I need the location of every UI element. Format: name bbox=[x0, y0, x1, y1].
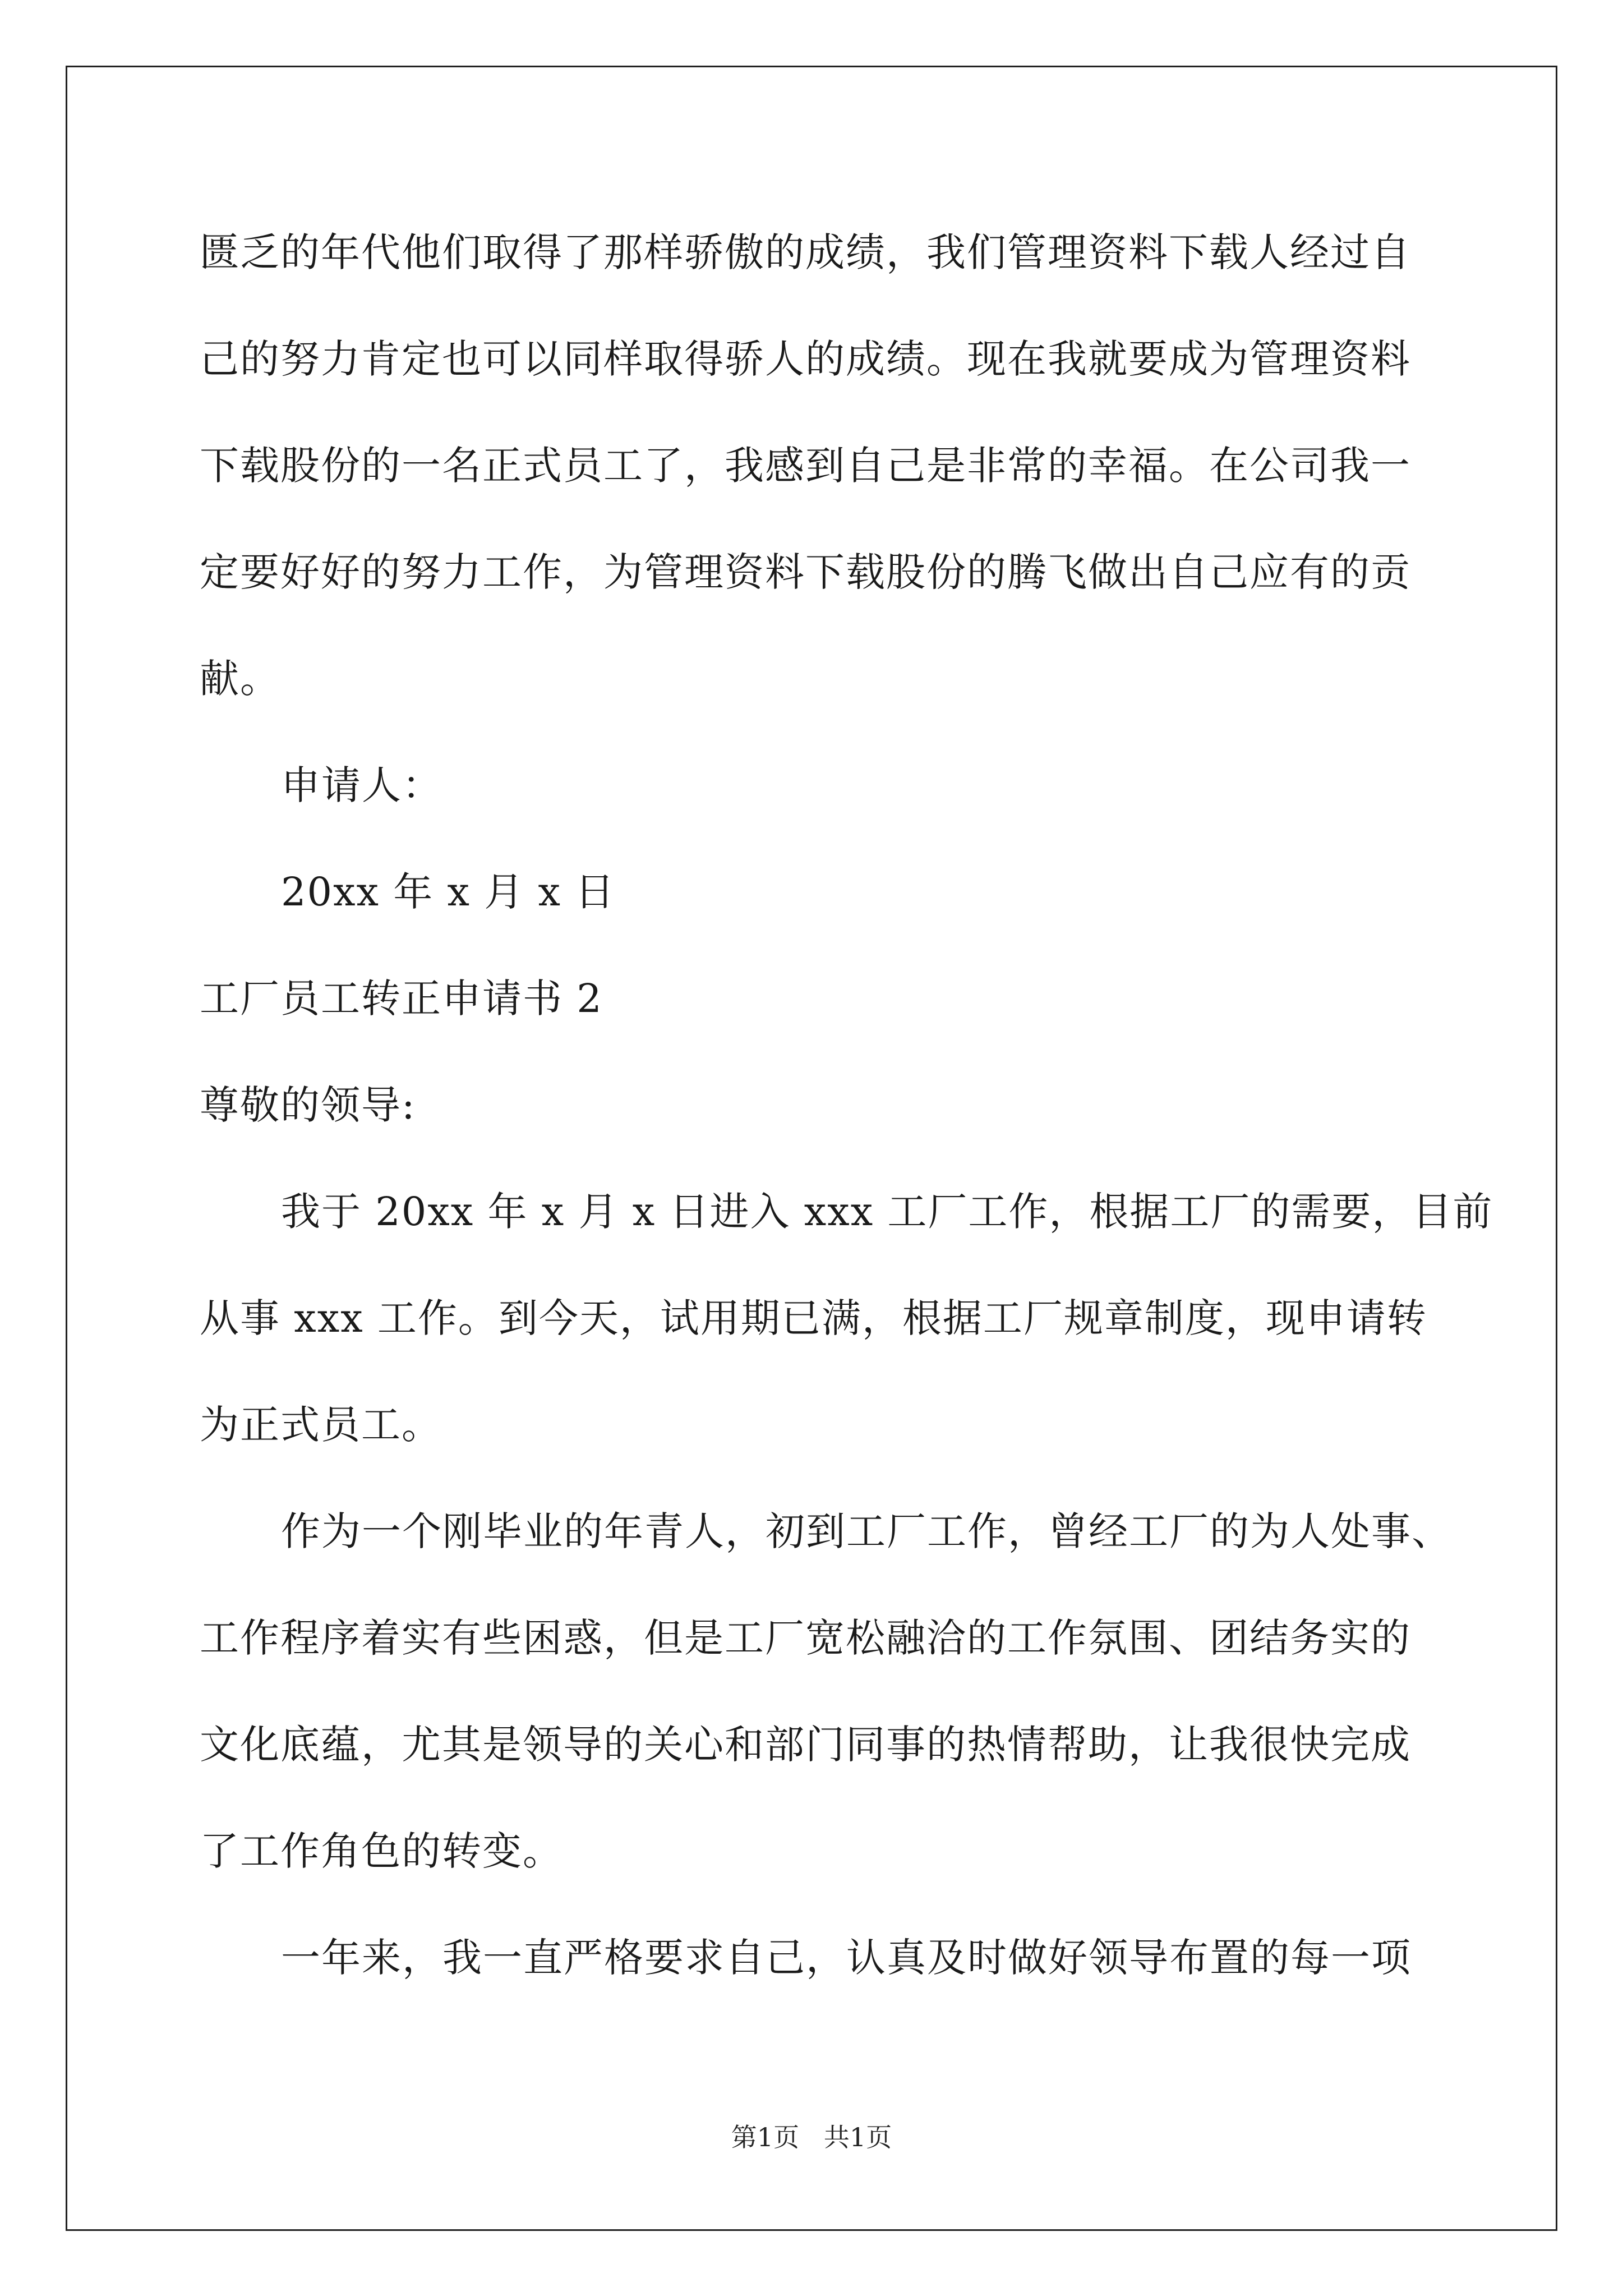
text-line: 了工作角色的转变。 bbox=[200, 1828, 563, 1874]
text-line: 20xx 年 x 月 x 日 bbox=[281, 869, 616, 915]
text-line: 申请人： bbox=[281, 762, 442, 808]
page-footer: 第1页 共1页 bbox=[731, 2122, 892, 2152]
text-line: 下载股份的一名正式员工了，我感到自己是非常的幸福。在公司我一 bbox=[200, 443, 1411, 489]
text-line: 一年来，我一直严格要求自己，认真及时做好领导布置的每一项 bbox=[281, 1935, 1412, 1981]
text-line: 定要好好的努力工作，为管理资料下载股份的腾飞做出自己应有的贡 bbox=[200, 549, 1411, 595]
text-line: 为正式员工。 bbox=[200, 1402, 442, 1448]
text-line: 作为一个刚毕业的年青人，初到工厂工作，曾经工厂的为人处事、 bbox=[281, 1508, 1452, 1554]
text-line: 我于 20xx 年 x 月 x 日进入 xxx 工厂工作，根据工厂的需要，目前 bbox=[281, 1189, 1493, 1235]
text-line: 己的努力肯定也可以同样取得骄人的成绩。现在我就要成为管理资料 bbox=[200, 336, 1411, 382]
text-line: 文化底蕴，尤其是领导的关心和部门同事的热情帮助，让我很快完成 bbox=[200, 1722, 1411, 1768]
text-line: 工作程序着实有些困惑，但是工厂宽松融洽的工作氛围、团结务实的 bbox=[200, 1615, 1411, 1661]
text-line: 匮乏的年代他们取得了那样骄傲的成绩，我们管理资料下载人经过自 bbox=[200, 229, 1411, 275]
text-line: 献。 bbox=[200, 656, 280, 702]
text-line: 尊敬的领导: bbox=[200, 1082, 416, 1128]
text-line: 从事 xxx 工作。到今天，试用期已满，根据工厂规章制度，现申请转 bbox=[200, 1295, 1427, 1341]
text-line: 工厂员工转正申请书 2 bbox=[200, 976, 603, 1022]
